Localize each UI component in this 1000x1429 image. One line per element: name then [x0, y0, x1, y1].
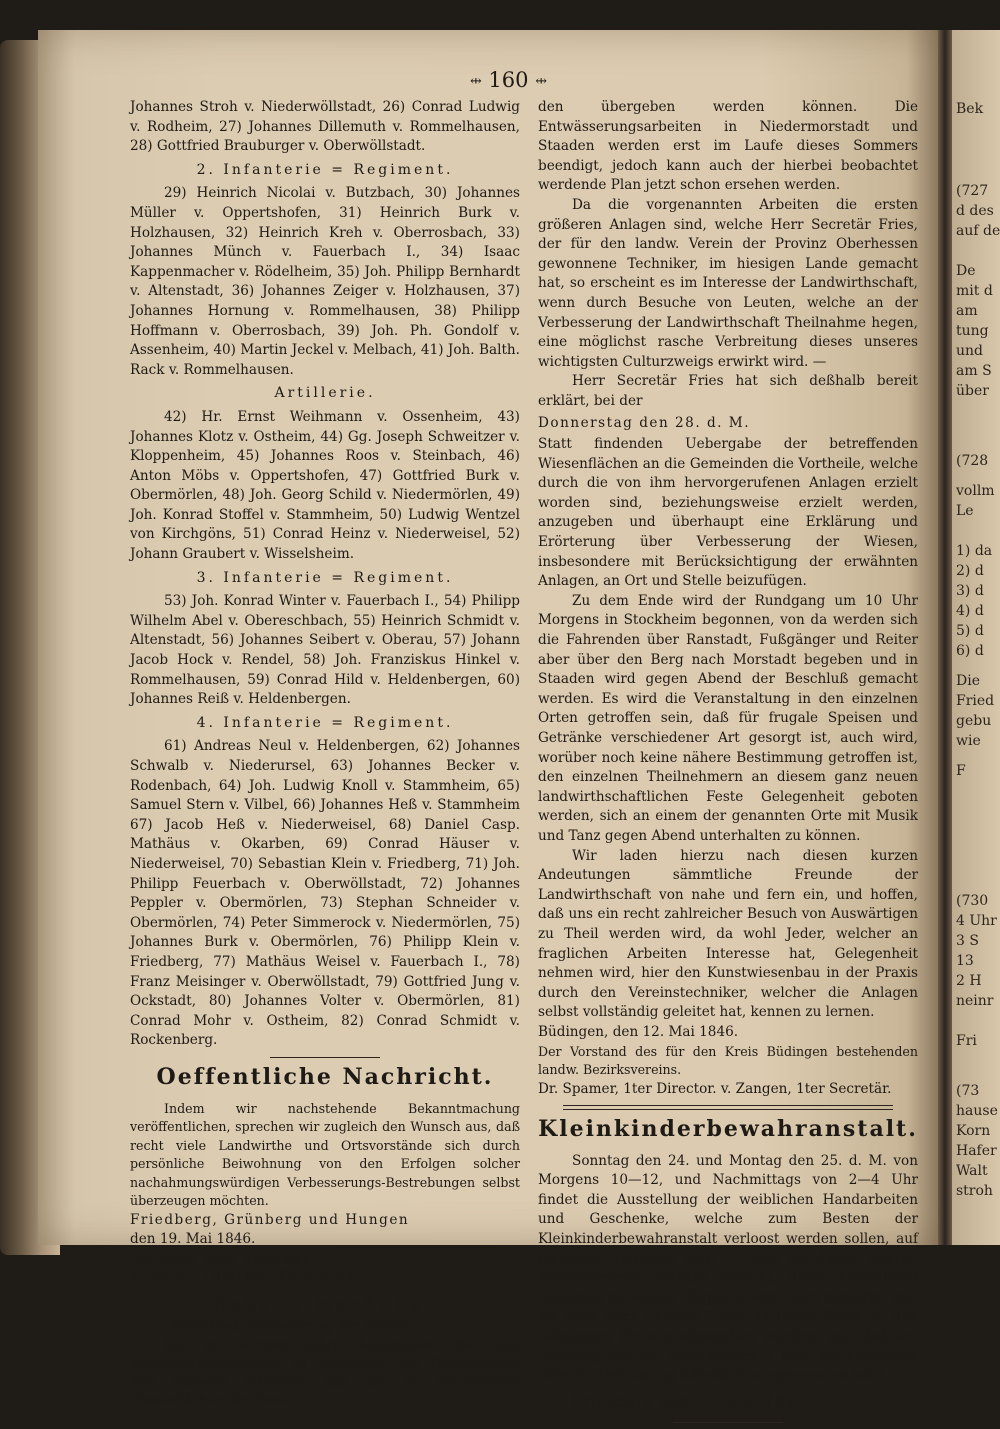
next-page-text: und: [956, 343, 983, 359]
ornament-right-icon: ⇹: [535, 73, 547, 90]
page-header: [470, 68, 547, 92]
paragraph-fries: Da die vorgenannten Arbeiten die ersten größeren Anlagen sind, welche Herr Secretär Fries, der für den landw. Verein der Provinz Oberhessen gewonnene Techniker, im hiesigen Lande gemacht hat, so erscheint es im Interesse der Landwirthschaft, wenn durch Besuche von Leuten, welche an der Verbesserung der Landwirthschaft Theilnahme hegen, eine möglichst rasche Verbreitung dieses unseres wichtigsten Culturzweigs erwirkt wird. —: [538, 196, 918, 370]
next-page-text: Korn: [956, 1123, 991, 1139]
section-heading-reg4: 4. Infanterie = Regiment.: [196, 714, 454, 731]
next-page-text: stroh: [956, 1183, 993, 1199]
next-page-text: (73: [956, 1083, 980, 1099]
notice-place: Friedberg, Grünberg und Hungen: [130, 1211, 410, 1228]
notice-date: den 19. Mai 1846.: [130, 1231, 256, 1248]
notice-signature-title: Die Großh. Hess. Kreisräthe: [130, 1250, 311, 1266]
next-page-text: (730: [956, 893, 989, 909]
next-page-text: F: [956, 763, 966, 779]
next-page-text: hause: [956, 1103, 998, 1119]
notice-signature-names: Küchler. Ouvrier. Follenius.: [130, 1269, 360, 1286]
divider: [270, 1057, 380, 1058]
next-page-text: d des: [956, 203, 994, 219]
board-signature: Der Vorstand des für den Kreis Büdingen bestehenden landw. Bezirksvereins.: [538, 1043, 918, 1077]
event-date: Donnerstag den 28. d. M.: [538, 414, 751, 431]
section-heading-artillery: Artillerie.: [274, 385, 376, 402]
next-page-text: neinr: [956, 993, 994, 1009]
kleinkinder-title: Kleinkinderbewahranstalt.: [538, 1116, 918, 1143]
notice-text: Indem wir nachstehende Bekanntmachung veröffentlichen, sprechen wir zugleich den Wunsch aus, daß recht viele Landwirthe und Ortsvorstände sich durch persönliche Beiwohnung von den Erfolgen solcher nachahmungswürdigen Verbesserungs-Bestrebungen selbst überzeugen möchten.: [130, 1100, 520, 1208]
next-page-text: 3 S: [956, 933, 979, 949]
next-page-text: 3) d: [956, 583, 984, 599]
place-date: Büdingen, den 12. Mai 1846.: [538, 1023, 739, 1040]
kleinkinder-text: Sonntag den 24. und Montag den 25. d. M. von Morgens 10—12, und Nachmittags von 2—4 Uhr findet die Ausstellung der weiblichen Handarbeiten und Geschenke, welche zum Besten der Kleinkinderbewahranstalt verloost werden sollen, auf hiesigem Rathause statt. — Alle an dieser Anstalt Theilnehmende werden ersucht, diese Ausstellung besuchen zu wollen. Zugleich wird noch bemerkt, daß die etwa noch übrigen Loose an jenen Tagen zu den bekannten Preisen abgegeben werden, und daß am Dienstag den 26. Nachmittags 2 Uhr, am nemlichen Orte die Verloosung öffentlich vorgenommen wird.: [538, 1152, 918, 1385]
bekanntmachung-continuation: den übergeben werden können. Die Entwässerungsarbeiten in Niedermorstadt und Staaden werden erst im Laufe dieses Sommers beendigt, jedoch kann auch der hierbei beobachtet werdende Plan jetzt schon ersehen werden.: [538, 99, 918, 194]
divider: [563, 1105, 893, 1110]
next-page-text: (728: [956, 453, 989, 469]
bekanntmachung-subject: Betreffend: Verbesserung der Wiesen.: [170, 1318, 414, 1334]
next-page-fragment: [952, 30, 1000, 1245]
next-page-text: 2) d: [956, 563, 984, 579]
artillery-list: 42) Hr. Ernst Weihmann v. Ossenheim, 43) Johannes Klotz v. Ostheim, 44) Gg. Joseph Schweitzer v. Kloppenheim, 45) Johannes Roos v. Steinbach, 46) Anton Möbs v. Oppertshofen, 47) Gottfried Burk v. Obermörlen, 48) Joh. Georg Schild v. Niedermörlen, 49) Joh. Konrad Stoffel v. Stammheim, 50) Ludwig Wentzel von Kirchgöns, 51) Conrad Heinz v. Niederweisel, 52) Johann Graubert v. Wisselsheim.: [130, 408, 520, 563]
next-page-text: 2 H: [956, 973, 982, 989]
bekanntmachung-title: Bekanntmachung.: [213, 1293, 437, 1313]
reg3-list: 53) Joh. Konrad Winter v. Fauerbach I., 54) Philipp Wilhelm Abel v. Obereschbach, 55) Heinrich Schmidt v. Altenstadt, 56) Johannes Seibert v. Oberau, 57) Johann Jacob Hock v. Rendel, 58) Joh. Franziskus Hinkel v. Rommelhausen, 59) Conrad Hild v. Heldenbergen, 60) Johannes Reiß v. Heldenbergen.: [130, 593, 520, 708]
bekanntmachung-text: Die im vorigen Jahre begonnenen Be- und Entwässerungsarbeiten zu Stockheim und Obermorstadt sind insoweit vollendet, daß die sie betreffenden Wiesenflächen den Gemein-: [130, 1336, 520, 1408]
ornament-left-icon: ⇹: [470, 73, 482, 90]
kleinkinder-sign: Friedberg den 18. Mai 1846.: [572, 1393, 812, 1410]
list-continuation: Johannes Stroh v. Niederwöllstadt, 26) Conrad Ludwig v. Rodheim, 27) Johannes Dillemuth v. Rommelhausen, 28) Gottfried Brauburger v. Oberwöllstadt.: [130, 99, 520, 155]
next-page-text: über: [956, 383, 989, 399]
page-number: 160: [488, 68, 529, 92]
next-page-text: vollm: [956, 483, 995, 499]
paragraph-invitation: Wir laden hierzu nach diesen kurzen Andeutungen sämmtliche Freunde der Landwirthschaft von nahe und fern ein, und hoffen, daß uns ein recht zahlreicher Besuch von Auswärtigen zu Theil werden wird, da wohl Jeder, welcher an fraglichen Arbeiten Interesse hat, Gelegenheit nehmen wird, hier den Kunstwiesenbau in der Praxis durch den Vereinstechniker, welcher die Anlagen selbst vollständig geleitet hat, kennen zu lernen.: [538, 847, 918, 1021]
next-page-text: De: [956, 263, 976, 279]
next-page-text: gebu: [956, 713, 992, 729]
next-page-text: 4) d: [956, 603, 984, 619]
notice-title: Oeffentliche Nachricht.: [156, 1063, 494, 1090]
next-page-text: auf de: [956, 223, 1000, 239]
right-column: [538, 98, 918, 1429]
next-page-text: Walt: [956, 1163, 988, 1179]
next-page-text: tung: [956, 323, 989, 339]
next-page-text: Hafer: [956, 1143, 997, 1159]
next-page-text: am: [956, 303, 978, 319]
next-page-text: mit d: [956, 283, 993, 299]
board-names: Dr. Spamer, 1ter Director. v. Zangen, 1ter Secretär.: [538, 1080, 892, 1097]
section-heading-reg3: 3. Infanterie = Regiment.: [196, 569, 454, 586]
divider: [673, 1422, 783, 1423]
next-page-text: wie: [956, 733, 981, 749]
next-page-text: am S: [956, 363, 992, 379]
next-page-text: Fri: [956, 1033, 977, 1049]
reg4-list: 61) Andreas Neul v. Heldenbergen, 62) Johannes Schwalb v. Niederursel, 63) Johannes Becker v. Rodenbach, 64) Joh. Ludwig Knoll v. Stammheim, 65) Samuel Stern v. Vilbel, 66) Johannes Heß v. Stammheim 67) Jacob Heß v. Niederweisel, 68) Daniel Casp. Mathäus v. Okarben, 69) Conrad Häuser v. Niederweisel, 70) Sebastian Klein v. Friedberg, 71) Joh. Philipp Feuerbach v. Oberwöllstadt, 72) Johannes Peppler v. Obermörlen, 73) Stephan Schneider v. Obermörlen, 74) Peter Simmerock v. Niedermörlen, 75) Johannes Burk v. Obermörlen, 76) Philipp Klein v. Friedberg, 77) Mathäus Weisel v. Fauerbach I., 78) Franz Meisinger v. Oberwöllstadt, 79) Gottfried Jung v. Ockstadt, 80) Johannes Volter v. Obermörlen, 81) Conrad Mohr v. Ostheim, 82) Conrad Schmidt v. Rockenberg.: [130, 738, 520, 1049]
left-column: [130, 98, 520, 1410]
next-page-text: Le: [956, 503, 974, 519]
next-page-text: 5) d: [956, 623, 984, 639]
book-gutter: [938, 30, 952, 1245]
paragraph-ready: Herr Secretär Fries hat sich deßhalb bereit erklärt, bei der: [538, 373, 918, 409]
next-page-text: 6) d: [956, 643, 984, 659]
section-heading-reg2: 2. Infanterie = Regiment.: [196, 161, 454, 178]
next-page-text: 4 Uhr: [956, 913, 997, 929]
paragraph-handover: Statt findenden Uebergabe der betreffenden Wiesenflächen an die Gemeinden die Vortheile, welche durch die von ihm hervorgerufenen Anlagen erzielt worden sind, beziehungsweise erzielt werden, anzugeben und überhaupt eine Erklärung und Erörterung über Verbesserung der Wiesen, insbesondere mit Berücksichtigung der erwähnten Anlagen, an Ort und Stelle beizufügen.: [538, 436, 918, 590]
next-page-text: Bek: [956, 101, 984, 117]
next-page-text: 1) da: [956, 543, 993, 559]
next-page-text: Fried: [956, 693, 995, 709]
next-page-text: (727: [956, 183, 989, 199]
paragraph-route: Zu dem Ende wird der Rundgang um 10 Uhr Morgens in Stockheim begonnen, von da werden sich die Fahrenden über Ranstadt, Fußgänger und Reiter aber über den Berg nach Morstadt begeben und in Staaden wird gegen Abend der Beschluß gemacht werden. Es wird die Veranstaltung in den einzelnen Orten getroffen sein, daß für frugale Speisen und Getränke verschiedener Art gesorgt ist, auch wird, worüber noch keine nähere Bestimmung getroffen ist, den einzelnen Theilnehmern an diesem ganz neuen landwirthschaftlichen Feste Gelegenheit geboten werden, sich an einem der genannten Orte mit Musik und Tanz gegen Abend unterhalten zu können.: [538, 592, 918, 844]
next-page-text: 13: [956, 953, 974, 969]
reg2-list: 29) Heinrich Nicolai v. Butzbach, 30) Johannes Müller v. Oppertshofen, 31) Heinrich Burk v. Holzhausen, 32) Heinrich Kreh v. Oberrosbach, 33) Johannes Münch v. Fauerbach I., 34) Isaac Kappenmacher v. Rödelheim, 35) Joh. Philipp Bernhardt v. Altenstadt, 36) Johannes Zeiger v. Holzhausen, 37) Johannes Hornung v. Rommelhausen, 38) Philipp Hoffmann v. Oberrosbach, 39) Joh. Ph. Gondolf v. Assenheim, 40) Martin Jeckel v. Melbach, 41) Joh. Balth. Rack v. Rommelhausen.: [130, 185, 520, 378]
next-page-text: Die: [956, 673, 980, 689]
